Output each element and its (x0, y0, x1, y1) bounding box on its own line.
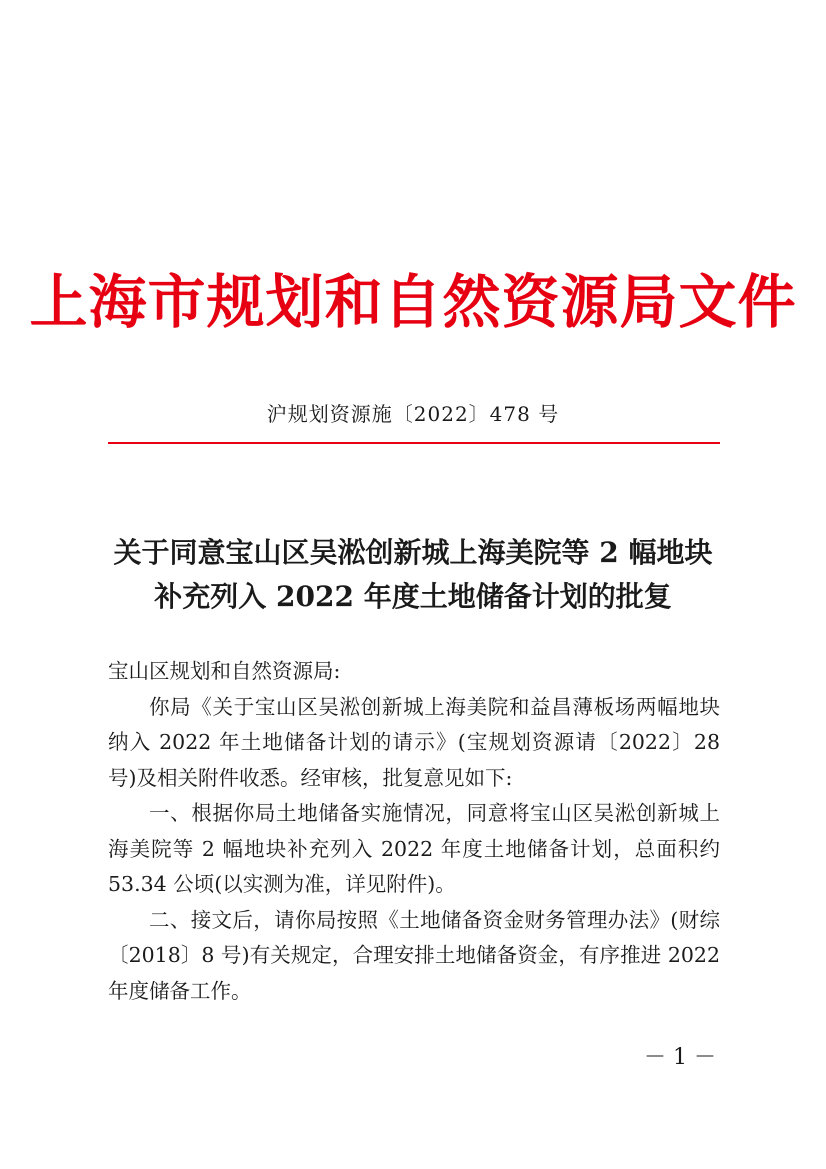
document-title (60, 531, 766, 619)
document-title-line-2: 补充列入 2022 年度土地储备计划的批复 (154, 580, 672, 613)
issuer-header-title: 上海市规划和自然资源局文件 (29, 268, 797, 336)
red-divider-line (108, 442, 720, 444)
paragraph-item-1: 一、根据你局土地储备实施情况，同意将宝山区吴淞创新城上海美院等 2 幅地块补充列入 2022 年度土地储备计划，总面积约 53.34 公顷(以实测为准，详见附件)。 (108, 801, 720, 896)
paragraph-item-2: 二、接文后，请你局按照《土地储备资金财务管理办法》(财综〔2018〕8 号)有关规定，合理安排土地储备资金，有序推进 2022 年度储备工作。 (108, 907, 720, 1003)
document-title-line-1: 关于同意宝山区吴淞创新城上海美院等 2 幅地块 (113, 536, 713, 569)
document-body (108, 654, 720, 1009)
addressee: 宝山区规划和自然资源局: (108, 659, 341, 683)
page-number: － 1 － (644, 1045, 716, 1070)
paragraph-intro: 你局《关于宝山区吴淞创新城上海美院和益昌薄板场两幅地块纳入 2022 年土地储备计划的请示》(宝规划资源请〔2022〕28 号)及相关附件收悉。经审核，批复意见如下: (108, 694, 720, 790)
document-number: 沪规划资源施〔2022〕478 号 (266, 402, 560, 426)
